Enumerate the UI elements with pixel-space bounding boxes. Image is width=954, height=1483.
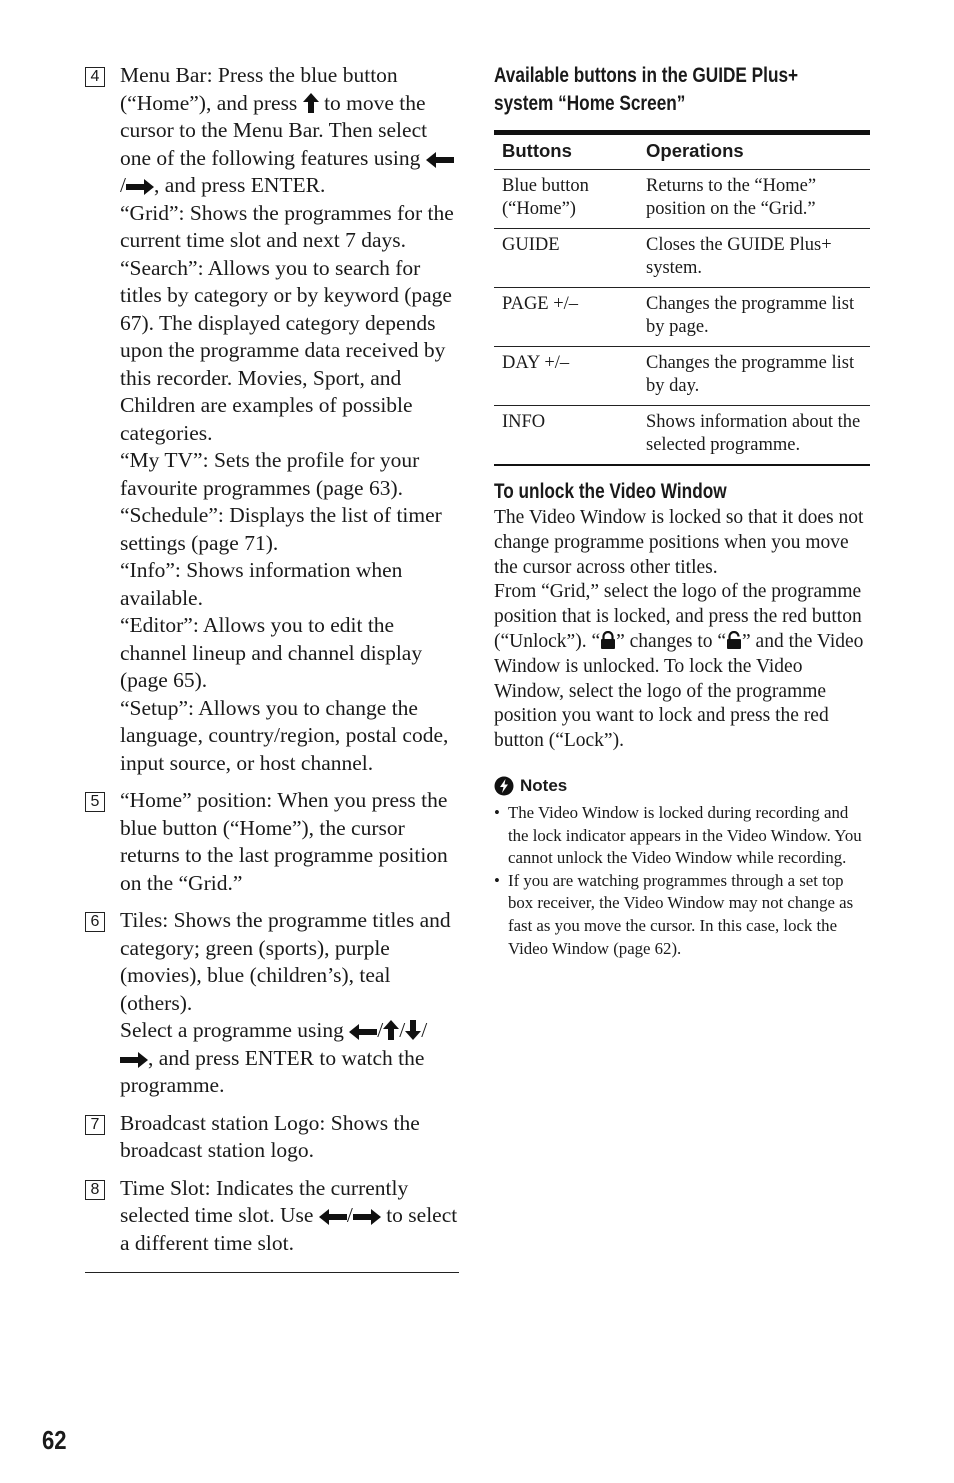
list-item (85, 787, 459, 897)
table-row (494, 406, 870, 466)
arrow-up-icon (303, 93, 319, 113)
item-number: 5 (85, 792, 105, 812)
list-item (85, 1110, 459, 1165)
arrow-left-icon (426, 152, 454, 168)
caution-icon (494, 776, 514, 796)
list-item (85, 907, 459, 1100)
arrow-left-icon (319, 1209, 347, 1225)
table-row (494, 347, 870, 406)
arrow-down-icon (405, 1020, 421, 1040)
section-heading: To unlock the Video Window (494, 480, 727, 503)
table-cell: GUIDE (494, 229, 638, 288)
right-column (494, 62, 870, 960)
buttons-table (494, 130, 870, 466)
table-heading: Available buttons in the GUIDE Plus+ system “Home Screen” (494, 64, 799, 115)
unlock-icon (726, 631, 742, 649)
paragraph: The Video Window is locked so that it does not change programme positions when you move the cursor across other titles. (494, 507, 864, 578)
table-cell: Changes the programme list by page. (638, 288, 870, 347)
arrow-right-icon (120, 1052, 148, 1068)
arrow-right-icon (126, 179, 154, 195)
item-number: 7 (85, 1115, 105, 1135)
note-item: • The Video Window is locked during recording and the lock indicator appears in the Video Window. You cannot unlock the Video Window while recording. (494, 802, 870, 870)
column-divider (85, 1272, 459, 1273)
item-text: Menu Bar: Press the blue button (“Home”), and press to move the cursor to the Menu Bar. Then select one of the following features using / , and press ENTER. “Grid”: Shows the programmes for the current time slot and next 7 days. “Search”: Allows you to search for titles by category or by keyword (page 67). The displayed category depends upon the programme data received by this recorder. Movies, Sport, and Children are examples of possible categories. “My TV”: Sets the profile for your favourite programmes (page 63). “Schedule”: Displays the list of timer settings (page 71). “Info”: Shows information when available. “Editor”: Allows you to edit the channel lineup and channel display (page 65). “Setup”: Allows you to change the language, country/region, postal code, input source, or host channel. (120, 63, 454, 775)
column-header: Operations (638, 133, 870, 170)
arrow-left-icon (349, 1024, 377, 1040)
arrow-right-icon (353, 1209, 381, 1225)
item-text: Tiles: Shows the programme titles and category; green (sports), purple (movies), blue (children’s), teal (others). Select a programme using / / / , and press ENTER to watch the programme. (120, 908, 451, 1097)
note-item: • If you are watching programmes through a set top box receiver, the Video Window may not change as fast as you move the cursor. In this case, lock the Video Window (page 62). (494, 870, 870, 960)
notes-list (494, 802, 870, 960)
item-number: 6 (85, 912, 105, 932)
notes-heading: Notes (494, 776, 870, 796)
item-text: “Home” position: When you press the blue button (“Home”), the cursor returns to the last programme position on the “Grid.” (120, 788, 448, 895)
table-cell: INFO (502, 412, 546, 432)
list-item (85, 1175, 459, 1258)
table-cell: PAGE +/– (494, 288, 638, 347)
page-number: 62 (42, 1425, 67, 1455)
paragraph: From “Grid,” select the logo of the programme position that is locked, and press the red button (“Unlock”). “ ” changes to “ ” and the Video Window is unlocked. To lock the Video Window, select the logo of the programme position you want to lock and press the red button (“Lock”). (494, 581, 864, 752)
table-cell: Blue button (“Home”) (494, 170, 638, 229)
column-header: Buttons (494, 133, 638, 170)
table-cell: Changes the programme list by day. (638, 347, 870, 406)
table-cell: Closes the GUIDE Plus+ system. (638, 229, 870, 288)
arrow-up-icon (383, 1020, 399, 1040)
lock-icon (600, 631, 616, 649)
table-row (494, 288, 870, 347)
table-header-row (494, 133, 870, 170)
item-text: Broadcast station Logo: Shows the broadcast station logo. (120, 1110, 420, 1162)
table-row (494, 229, 870, 288)
table-row (494, 170, 870, 229)
list-item (85, 62, 459, 777)
table-cell: Returns to the “Home” position on the “Grid.” (638, 170, 870, 229)
item-text: Time Slot: Indicates the currently selected time slot. Use / to select a different time slot. (120, 1175, 458, 1255)
item-number: 8 (85, 1180, 105, 1200)
left-column (85, 62, 459, 1257)
table-cell: DAY +/– (494, 347, 638, 406)
item-number: 4 (85, 67, 105, 87)
table-cell: Shows information about the selected programme. (646, 412, 861, 455)
